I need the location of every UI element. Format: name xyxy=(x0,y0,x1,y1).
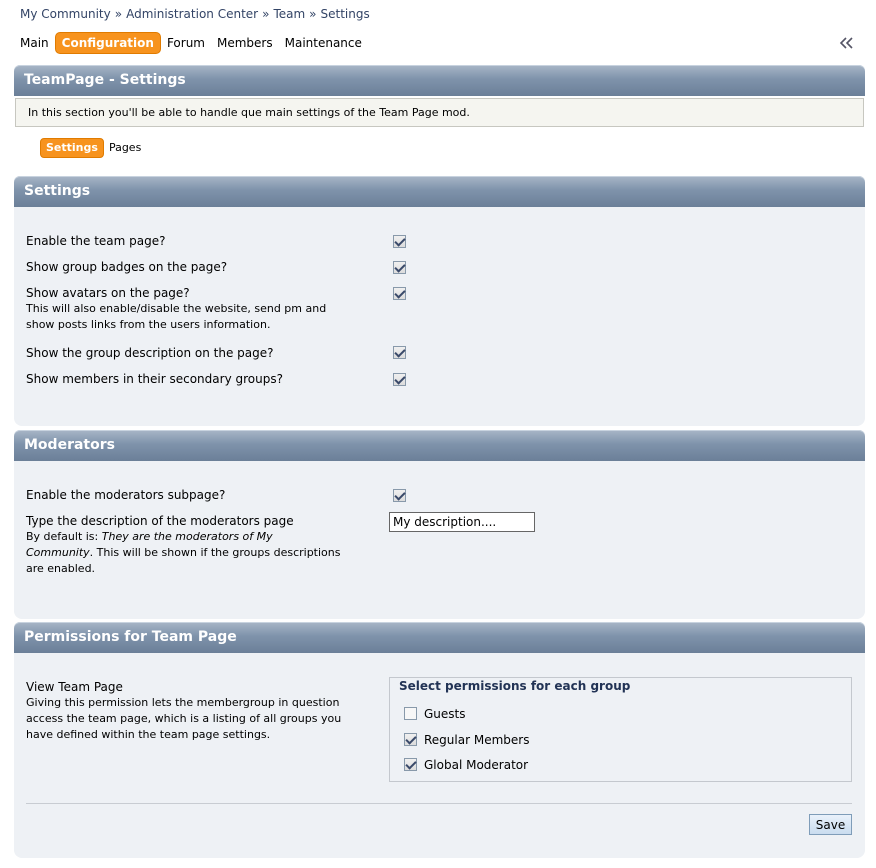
menu-forum[interactable]: Forum xyxy=(166,36,205,50)
settings-title: Settings xyxy=(24,183,91,199)
setting-row xyxy=(26,285,846,333)
menu-members[interactable]: Members xyxy=(216,36,273,50)
breadcrumb-team[interactable]: Team xyxy=(273,7,306,21)
moderators-title: Moderators xyxy=(24,437,115,453)
admin-menu xyxy=(14,33,368,53)
teampage-tabs xyxy=(40,138,146,158)
info-box xyxy=(15,98,864,127)
setting-description: access the team page, which is a listing of all groups you xyxy=(26,712,342,725)
info-text: In this section you'll be able to handle que main settings of the Team Page mod. xyxy=(28,106,470,119)
setting-description: have defined within the team page settings. xyxy=(26,728,271,741)
setting-row xyxy=(26,233,846,249)
setting-label: Enable the team page? xyxy=(26,234,166,248)
breadcrumb xyxy=(20,7,370,21)
setting-label: Show group badges on the page? xyxy=(26,260,228,274)
setting-description: are enabled. xyxy=(26,562,96,575)
setting-description: Community. This will be shown if the groups descriptions xyxy=(26,546,341,559)
group-label-regular-members: Regular Members xyxy=(424,733,530,747)
tab-settings[interactable]: Settings xyxy=(40,138,104,158)
setting-description: This will also enable/disable the website, send pm and xyxy=(26,302,327,315)
setting-label: Enable the moderators subpage? xyxy=(26,488,226,502)
global-moderator-checkbox[interactable] xyxy=(404,758,417,771)
permissions-title: Permissions for Team Page xyxy=(24,629,237,645)
setting-row xyxy=(26,371,846,387)
group-label-global-moderator: Global Moderator xyxy=(424,758,529,772)
show-group-description-checkbox[interactable] xyxy=(393,346,406,359)
teampage-title: TeamPage - Settings xyxy=(24,72,186,88)
menu-configuration[interactable]: Configuration xyxy=(55,32,161,54)
moderators-header xyxy=(14,430,865,461)
setting-label: Show the group description on the page? xyxy=(26,346,274,360)
setting-label: Type the description of the moderators page xyxy=(26,514,294,528)
setting-label: Show avatars on the page? xyxy=(26,286,190,300)
setting-description: By default is: They are the moderators of My xyxy=(26,530,273,543)
breadcrumb-separator: » xyxy=(262,7,270,21)
setting-label: Show members in their secondary groups? xyxy=(26,372,283,386)
breadcrumb-my-community[interactable]: My Community xyxy=(20,7,111,21)
breadcrumb-separator: » xyxy=(114,7,123,21)
guests-checkbox[interactable] xyxy=(404,707,417,720)
group-label-guests: Guests xyxy=(424,707,466,721)
divider xyxy=(26,803,852,804)
setting-row xyxy=(26,259,846,275)
breadcrumb-administration-center[interactable]: Administration Center xyxy=(126,7,259,21)
menu-maintenance[interactable]: Maintenance xyxy=(284,36,362,50)
double-chevron-left-icon[interactable] xyxy=(838,36,856,50)
show-secondary-groups-checkbox[interactable] xyxy=(393,373,406,386)
settings-header xyxy=(14,176,865,207)
menu-main[interactable]: Main xyxy=(20,36,49,50)
teampage-header xyxy=(14,65,865,96)
setting-description: Giving this permission lets the membergroup in question xyxy=(26,696,340,709)
save-button[interactable]: Save xyxy=(809,814,852,835)
setting-label: View Team Page xyxy=(26,680,123,694)
setting-description: show posts links from the users information. xyxy=(26,318,271,331)
enable-team-page-checkbox[interactable] xyxy=(393,235,406,248)
show-group-badges-checkbox[interactable] xyxy=(393,261,406,274)
setting-row xyxy=(26,345,846,361)
permissions-legend: Select permissions for each group xyxy=(396,679,633,693)
moderators-description-input[interactable]: My description.... xyxy=(389,512,535,532)
setting-row xyxy=(26,487,846,503)
breadcrumb-separator: » xyxy=(309,7,317,21)
tab-pages[interactable]: Pages xyxy=(108,141,142,154)
permissions-header xyxy=(14,622,865,653)
regular-members-checkbox[interactable] xyxy=(404,733,417,746)
enable-moderators-checkbox[interactable] xyxy=(393,489,406,502)
show-avatars-checkbox[interactable] xyxy=(393,287,406,300)
breadcrumb-settings[interactable]: Settings xyxy=(320,7,370,21)
